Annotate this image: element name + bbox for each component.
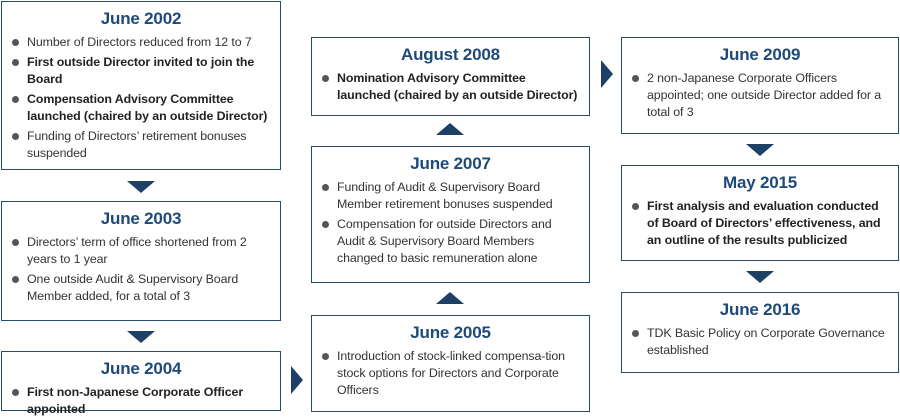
event-item: Funding of Audit & Supervisory Board Member retirement bonuses suspended xyxy=(321,179,580,213)
event-item: Funding of Directors’ retirement bonuses suspended xyxy=(11,128,271,162)
event-year: June 2005 xyxy=(410,323,491,342)
event-year: June 2016 xyxy=(719,300,801,319)
event-year: June 2003 xyxy=(100,209,182,228)
event-item: First analysis and evaluation conducted of Board of Directors’ effectiveness, and an outline of the results publicized xyxy=(631,198,889,249)
event-box-june-2009 xyxy=(621,37,899,134)
up-arrow-icon xyxy=(436,292,464,304)
event-year: June 2004 xyxy=(100,359,182,378)
down-arrow-icon xyxy=(127,181,155,193)
event-items xyxy=(321,179,580,267)
event-items xyxy=(11,34,271,162)
event-items xyxy=(11,234,271,305)
right-arrow-icon xyxy=(601,60,613,88)
event-items xyxy=(11,384,271,418)
event-items xyxy=(631,325,889,359)
event-items xyxy=(631,70,889,121)
event-year: May 2015 xyxy=(722,173,797,192)
down-arrow-icon xyxy=(746,271,774,283)
event-item: First non-Japanese Corporate Officer appointed xyxy=(11,384,271,418)
down-arrow-icon xyxy=(127,331,155,343)
event-year: June 2009 xyxy=(719,45,801,64)
event-box-june-2016 xyxy=(621,292,899,373)
event-box-june-2002 xyxy=(1,1,281,170)
event-item: One outside Audit & Supervisory Board Member added, for a total of 3 xyxy=(11,271,271,305)
event-year: June 2007 xyxy=(410,154,491,173)
event-box-june-2007 xyxy=(311,146,590,283)
event-item: Nomination Advisory Committee launched (chaired by an outside Director) xyxy=(321,70,580,104)
event-box-june-2005 xyxy=(311,315,590,412)
down-arrow-icon xyxy=(746,144,774,156)
event-item: Directors’ term of office shortened from 2 years to 1 year xyxy=(11,234,271,268)
event-item: Compensation Advisory Committee launched (chaired by an outside Director) xyxy=(11,91,271,125)
event-items xyxy=(631,198,889,249)
event-year: August 2008 xyxy=(401,45,500,64)
event-item: Compensation for outside Directors and Audit & Supervisory Board Members changed to basic remuneration alone xyxy=(321,216,580,267)
event-item: First outside Director invited to join the Board xyxy=(11,54,271,88)
event-box-june-2003 xyxy=(1,201,281,321)
event-items xyxy=(321,70,580,104)
up-arrow-icon xyxy=(436,123,464,135)
event-item: Number of Directors reduced from 12 to 7 xyxy=(11,34,271,51)
right-arrow-icon xyxy=(291,366,303,394)
event-box-august-2008 xyxy=(311,37,590,116)
event-item: TDK Basic Policy on Corporate Governance established xyxy=(631,325,889,359)
event-box-may-2015 xyxy=(621,165,899,261)
event-item: 2 non-Japanese Corporate Officers appointed; one outside Director added for a total of 3 xyxy=(631,70,889,121)
event-year: June 2002 xyxy=(100,9,182,28)
event-box-june-2004 xyxy=(1,351,281,416)
event-item: Introduction of stock-linked compensa-tion stock options for Directors and Corporate Officers xyxy=(321,348,580,399)
event-items xyxy=(321,348,580,399)
